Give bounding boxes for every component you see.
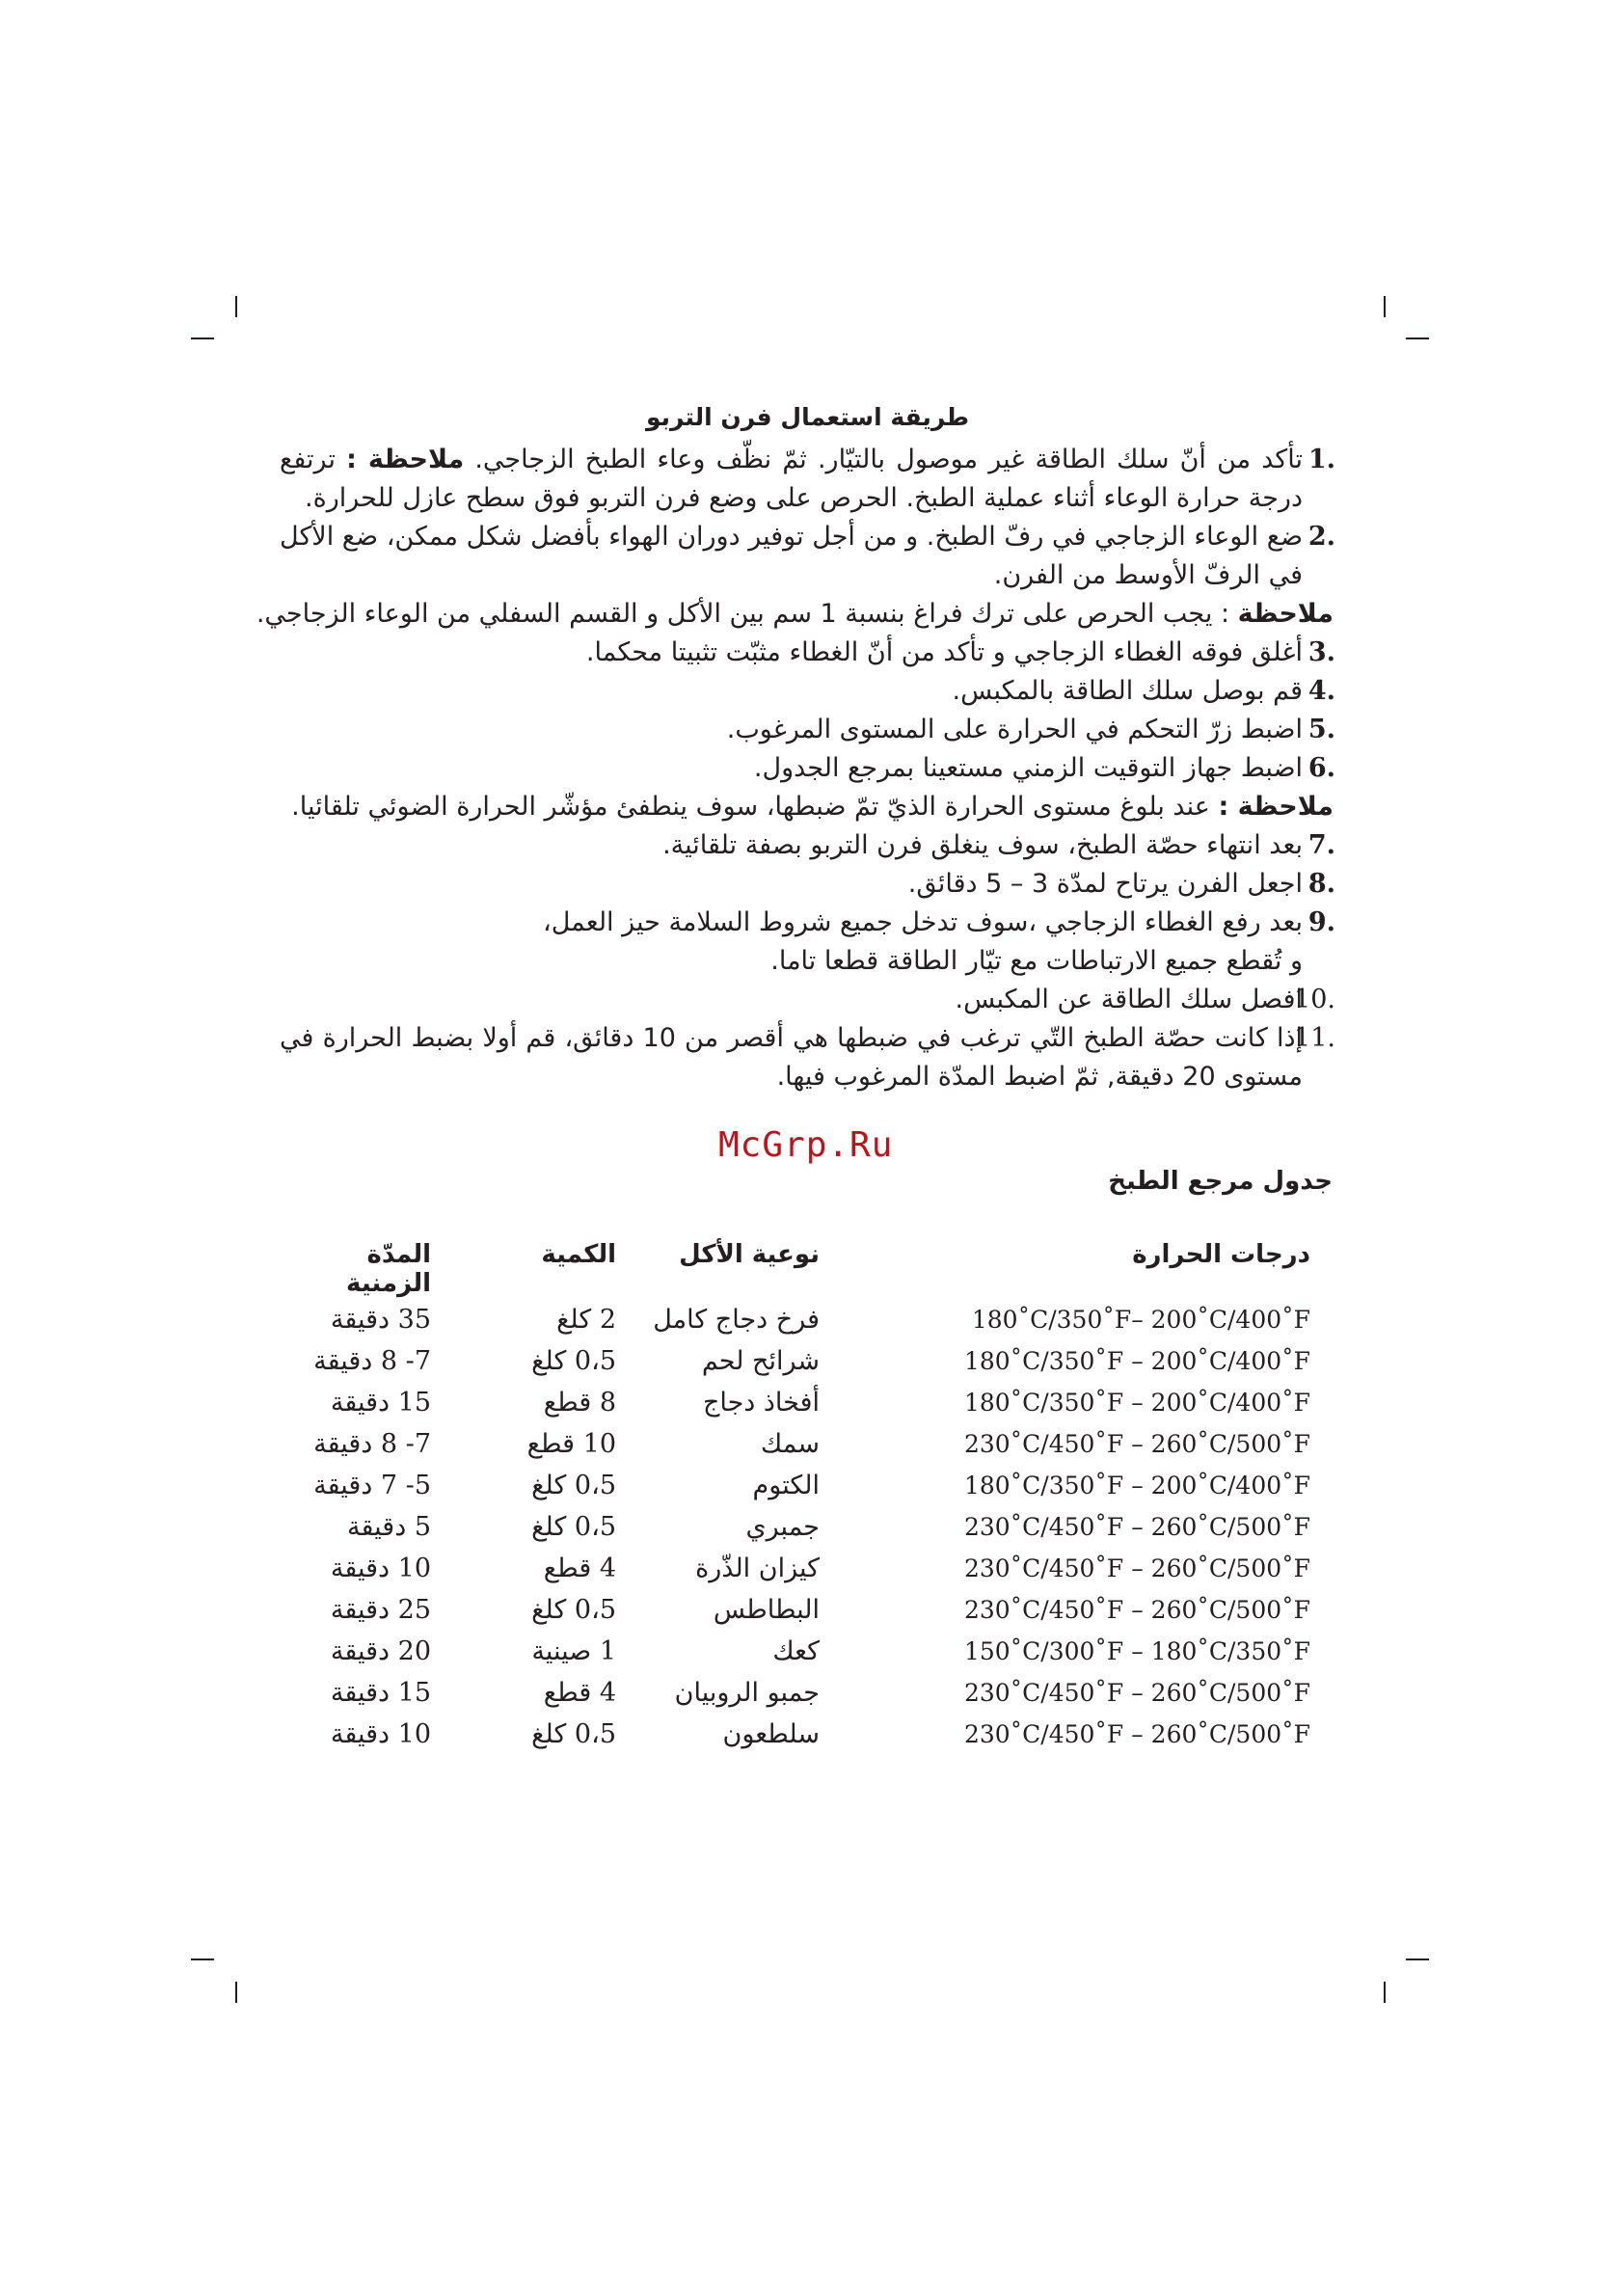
cell-time: 10 دقيقة (330, 1719, 431, 1749)
note-label: ملاحظة (1237, 599, 1334, 629)
step-3 (280, 634, 1335, 672)
crop-mark (1406, 338, 1429, 339)
cell-food: فرخ دجاج كامل (653, 1305, 820, 1335)
cell-food: سلطعون (722, 1719, 820, 1749)
note-label: ملاحظة : (346, 445, 465, 474)
table-header-row (285, 1239, 1311, 1299)
header-quantity: الكمية (541, 1240, 616, 1269)
step-4 (280, 672, 1335, 711)
cell-quantity: 0،5 كلغ (531, 1719, 616, 1749)
step-number: 4. (1307, 676, 1335, 706)
table-row (285, 1340, 1311, 1382)
step-2 (280, 518, 1335, 595)
table-row (285, 1506, 1311, 1548)
crop-mark (235, 1982, 237, 2003)
cell-temperature: 230˚C/450˚F – 260˚C/500˚F (963, 1679, 1310, 1707)
cell-time: 35 دقيقة (330, 1305, 431, 1335)
cell-food: سمك (761, 1429, 820, 1459)
step-text: افصل سلك الطاقة عن المكبس. (955, 985, 1303, 1014)
crop-mark (1384, 296, 1386, 317)
note-label: ملاحظة : (1218, 792, 1334, 822)
cell-temperature: 230˚C/450˚F – 260˚C/500˚F (963, 1554, 1310, 1582)
table-body (285, 1299, 1311, 1755)
step-7 (280, 826, 1335, 865)
cell-time: 7- 8 دقيقة (313, 1429, 431, 1459)
step-text: اجعل الفرن يرتاح لمدّة 3 – 5 دقائق. (907, 869, 1303, 899)
header-temperature: درجات الحرارة (1132, 1240, 1310, 1269)
cell-temperature: 230˚C/450˚F – 260˚C/500˚F (963, 1596, 1310, 1624)
table-row (285, 1299, 1311, 1340)
cooking-reference-table (285, 1239, 1311, 1755)
step-number: 1. (1307, 445, 1335, 474)
step-number: 5. (1307, 715, 1335, 744)
step-text: إذا كانت حصّة الطبخ التّي ترغب في ضبطها هي أقصر من 10 دقائق، قم أولا بضبط الحرارة في مستوى 20 دقيقة, ثمّ اضبط المدّة المرغوب فيها. (280, 1023, 1304, 1092)
cell-temperature: 150˚C/300˚F – 180˚C/350˚F (963, 1637, 1310, 1665)
step-number: 7. (1307, 830, 1335, 860)
cell-temperature: 230˚C/450˚F – 260˚C/500˚F (963, 1430, 1310, 1458)
cell-food: جمبو الروبيان (674, 1678, 820, 1708)
cell-time: 15 دقيقة (330, 1388, 431, 1418)
crop-mark (1384, 1982, 1386, 2003)
step-9-continuation: و تُقطع جميع الارتباطات مع تيّار الطاقة قطعا تاما. (770, 946, 1303, 976)
cell-time: 5 دقيقة (347, 1512, 431, 1542)
step-text: اضبط زرّ التحكم في الحرارة على المستوى المرغوب. (726, 715, 1303, 744)
page-title: طريقة استعمال فرن التربو (645, 403, 970, 431)
cell-quantity: 1 صينية (531, 1636, 616, 1666)
cell-quantity: 10 قطع (526, 1429, 616, 1459)
cell-time: 25 دقيقة (330, 1595, 431, 1625)
step-10 (280, 981, 1335, 1019)
crop-mark (235, 296, 237, 317)
cell-quantity: 0،5 كلغ (531, 1595, 616, 1625)
step-1 (280, 441, 1335, 518)
cell-quantity: 0،5 كلغ (531, 1346, 616, 1376)
table-title: جدول مرجع الطبخ (1108, 1167, 1333, 1196)
cell-food: جمبري (745, 1512, 820, 1542)
step-6 (280, 749, 1335, 788)
step-note-text: ترتفع درجة حرارة الوعاء أثناء عملية الطبخ. الحرص على وضع فرن التربو فوق سطح عازل للحرارة. (280, 445, 1303, 513)
cell-food: كعك (772, 1636, 820, 1666)
step-text: بعد رفع الغطاء الزجاجي ،سوف تدخل جميع شروط السلامة حيز العمل، (543, 907, 1303, 937)
cell-time: 20 دقيقة (330, 1636, 431, 1666)
cell-time: 7- 8 دقيقة (313, 1346, 431, 1376)
cell-food: أفخاذ دجاج (702, 1388, 820, 1418)
cell-quantity: 0،5 كلغ (531, 1471, 616, 1500)
step-text: قم بوصل سلك الطاقة بالمكبس. (952, 676, 1303, 706)
step-5 (280, 711, 1335, 749)
step-number: 8. (1307, 869, 1335, 899)
table-row (285, 1672, 1311, 1714)
step-number: 9. (1307, 907, 1335, 937)
cell-quantity: 0،5 كلغ (531, 1512, 616, 1542)
step-text: بعد انتهاء حصّة الطبخ، سوف ينغلق فرن التربو بصفة تلقائية. (662, 830, 1303, 860)
table-row (285, 1548, 1311, 1589)
step-text: ضع الوعاء الزجاجي في رفّ الطبخ. و من أجل توفير دوران الهواء بأفضل شكل ممكن، ضع الأكل في الرفّ الأوسط من الفرن. (280, 522, 1303, 590)
step-number: 6. (1307, 753, 1335, 783)
cell-time: 5- 7 دقيقة (313, 1471, 431, 1500)
cell-temperature: 180˚C/350˚F – 200˚C/400˚F (963, 1347, 1310, 1375)
step-text: اضبط جهاز التوقيت الزمني مستعينا بمرجع الجدول. (753, 753, 1303, 783)
cell-quantity: 4 قطع (543, 1553, 616, 1583)
cell-temperature: 230˚C/450˚F – 260˚C/500˚F (963, 1720, 1310, 1748)
table-row (285, 1631, 1311, 1672)
header-time: المدّة الزمنية (346, 1240, 431, 1298)
cell-temperature: 230˚C/450˚F – 260˚C/500˚F (963, 1513, 1310, 1541)
table-row (285, 1465, 1311, 1506)
step-text: تأكد من أنّ سلك الطاقة غير موصول بالتيّار. ثمّ نظّف وعاء الطبخ الزجاجي. (464, 445, 1303, 474)
table-row (285, 1423, 1311, 1465)
step-8 (280, 865, 1335, 904)
cell-time: 15 دقيقة (330, 1678, 431, 1708)
step-text: أغلق فوقه الغطاء الزجاجي و تأكد من أنّ الغطاء مثبّت تثبيتا محكما. (585, 637, 1303, 667)
cell-temperature: 180˚C/350˚F – 200˚C/400˚F (963, 1389, 1310, 1417)
step-number: 2. (1307, 522, 1335, 552)
cell-food: شرائح لحم (701, 1346, 820, 1376)
cell-quantity: 2 كلغ (556, 1305, 616, 1335)
cell-quantity: 4 قطع (543, 1678, 616, 1708)
step-9 (280, 904, 1335, 942)
table-row (285, 1589, 1311, 1631)
cell-temperature: 180˚C/350˚F – 200˚C/400˚F (963, 1472, 1310, 1499)
cell-food: الكتوم (752, 1471, 820, 1500)
cell-quantity: 8 قطع (543, 1388, 616, 1418)
step-number: 10. (1294, 985, 1335, 1014)
cell-temperature: 180˚C/350˚F– 200˚C/400˚F (971, 1306, 1310, 1334)
note-1 (256, 595, 1366, 634)
note-2 (280, 788, 1366, 826)
table-row (285, 1382, 1311, 1423)
table-row (285, 1714, 1311, 1755)
cell-food: كيزان الذّرة (695, 1553, 820, 1583)
step-number: 11. (1294, 1023, 1335, 1053)
crop-mark (191, 338, 214, 339)
crop-mark (1406, 1958, 1429, 1960)
note-text: : يجب الحرص على ترك فراغ بنسبة 1 سم بين الأكل و القسم السفلي من الوعاء الزجاجي. (256, 599, 1238, 629)
header-food: نوعية الأكل (679, 1240, 820, 1269)
crop-mark (191, 1958, 214, 1960)
cell-time: 10 دقيقة (330, 1553, 431, 1583)
note-text: عند بلوغ مستوى الحرارة الذيّ تمّ ضبطها، سوف ينطفئ مؤشّر الحرارة الضوئي تلقائيا. (291, 792, 1219, 822)
instructions-section (256, 403, 1335, 1096)
step-number: 3. (1307, 637, 1335, 667)
cell-food: البطاطس (713, 1595, 820, 1625)
watermark: McGrp.Ru (718, 1125, 894, 1165)
step-11 (280, 1019, 1335, 1096)
